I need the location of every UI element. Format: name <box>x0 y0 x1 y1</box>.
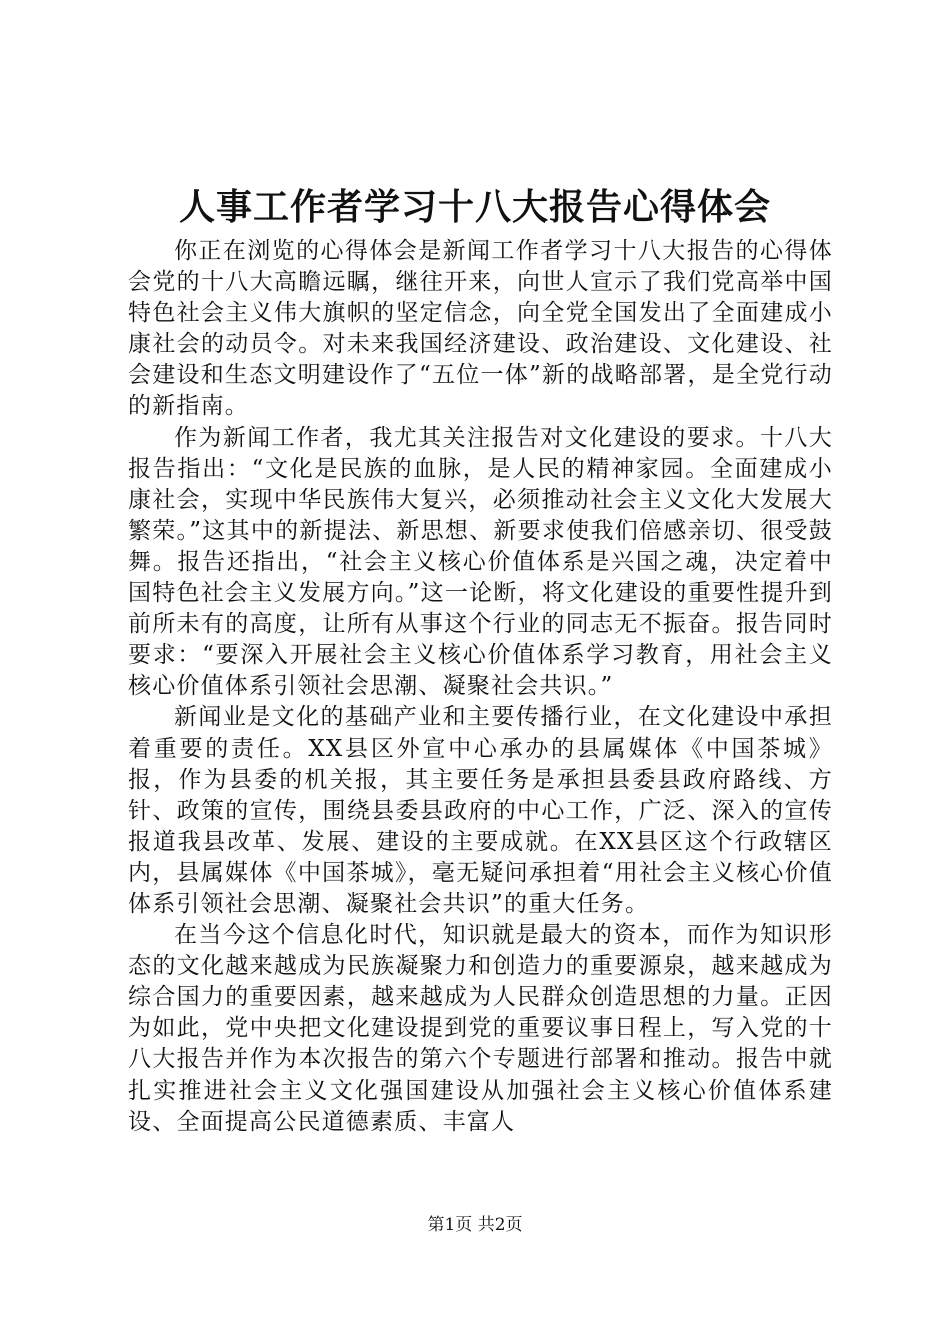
paragraph-1: 你正在浏览的心得体会是新闻工作者学习十八大报告的心得体会党的十八大高瞻远瞩，继往开来，向世人宣示了我们党高举中国特色社会主义伟大旗帜的坚定信念，向全党全国发出了全面建成小康社会的动员令。对未来我国经济建设、政治建设、文化建设、社会建设和生态文明建设作了“五位一体”新的战略部署，是全党行动的新指南。 <box>128 238 833 420</box>
document-title: 人事工作者学习十八大报告心得体会 <box>178 186 771 228</box>
document-body <box>128 236 833 1138</box>
paragraph-3: 新闻业是文化的基础产业和主要传播行业，在文化建设中承担着重要的责任。XX县区外宣中心承办的县属媒体《中国茶城》报，作为县委的机关报，其主要任务是承担县委县政府路线、方针、政策的宣传，围绕县委县政府的中心工作，广泛、深入的宣传报道我县改革、发展、建设的主要成就。在XX县区这个行政辖区内，县属媒体《中国茶城》，毫无疑问承担着“用社会主义核心价值体系引领社会思潮、凝聚社会共识”的重大任务。 <box>128 704 833 917</box>
paragraph-4: 在当今这个信息化时代，知识就是最大的资本，而作为知识形态的文化越来越成为民族凝聚力和创造力的重要源泉，越来越成为综合国力的重要因素，越来越成为人民群众创造思想的力量。正因为如此，党中央把文化建设提到党的重要议事日程上，写入党的十八大报告并作为本次报告的第六个专题进行部署和推动。报告中就扎实推进社会主义文化强国建设从加强社会主义核心价值体系建设、全面提高公民道德素质、丰富人 <box>128 922 833 1135</box>
page-number-footer: 第1页 共2页 <box>427 1215 523 1235</box>
paragraph-2: 作为新闻工作者，我尤其关注报告对文化建设的要求。十八大报告指出：“文化是民族的血脉，是人民的精神家园。全面建成小康社会，实现中华民族伟大复兴，必须推动社会主义文化大发展大繁荣。”这其中的新提法、新思想、新要求使我们倍感亲切、很受鼓舞。报告还指出，“社会主义核心价值体系是兴国之魂，决定着中国特色社会主义发展方向。”这一论断，将文化建设的重要性提升到前所未有的高度，让所有从事这个行业的同志无不振奋。报告同时要求：“要深入开展社会主义核心价值体系学习教育，用社会主义核心价值体系引领社会思潮、凝聚社会共识。” <box>128 424 833 700</box>
